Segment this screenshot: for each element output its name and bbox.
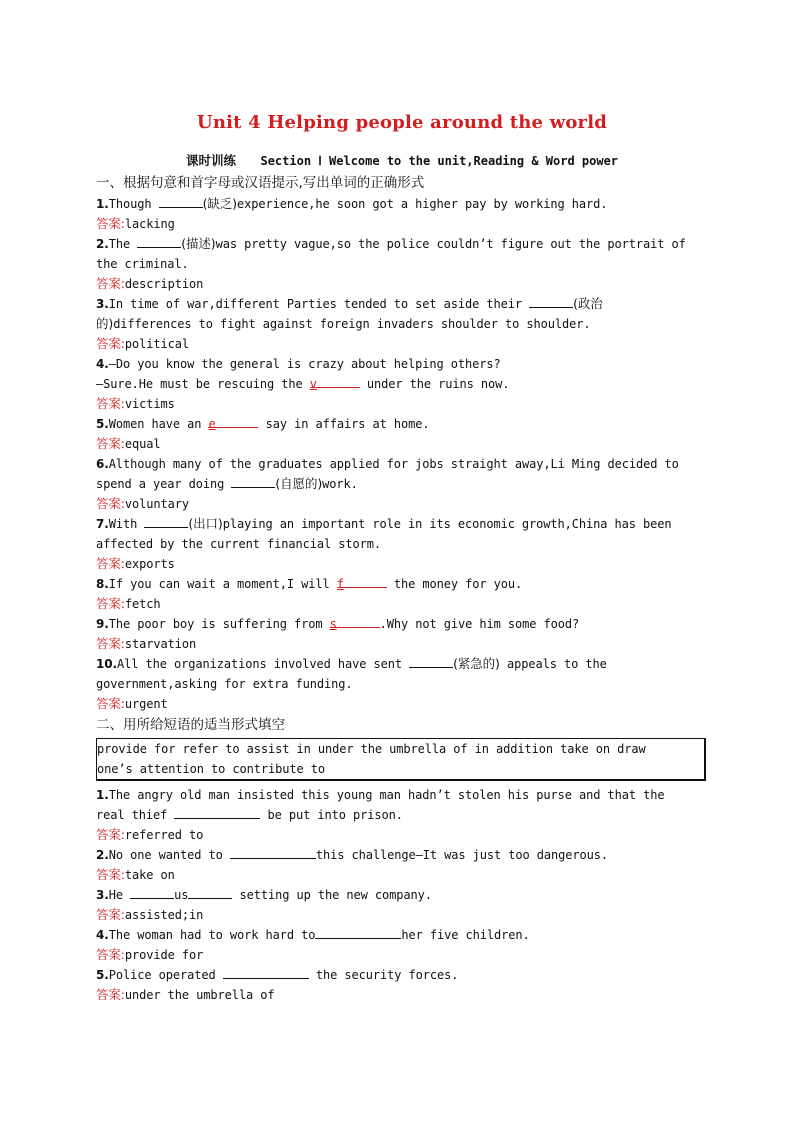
question: 8.If you can wait a moment,I will f the money for you. bbox=[96, 574, 708, 594]
question: 1.The angry old man insisted this young man hadn’t stolen his purse and that the bbox=[96, 788, 665, 802]
question-continued: affected by the current financial storm. bbox=[96, 537, 381, 551]
answer-line: 答案:description bbox=[96, 276, 204, 291]
phrase-box bbox=[96, 738, 706, 781]
question: 4.—Do you know the general is crazy about helping others? bbox=[96, 357, 501, 371]
phrase-list-line: one’s attention to contribute to bbox=[97, 762, 325, 776]
question-number: 5. bbox=[96, 968, 109, 982]
question: 3.He us setting up the new company. bbox=[96, 885, 708, 905]
subtitle-cn: 课时训练 bbox=[185, 153, 236, 168]
answer-blank[interactable] bbox=[130, 885, 174, 899]
answer-line: 答案:political bbox=[96, 336, 190, 351]
answer-text: assisted;in bbox=[124, 908, 204, 922]
question-number: 8. bbox=[96, 577, 109, 591]
answer-text: under the umbrella of bbox=[124, 988, 275, 1002]
answer-line: 答案:under the umbrella of bbox=[96, 987, 275, 1002]
answer-text: equal bbox=[124, 437, 161, 451]
question: 6.Although many of the graduates applied for jobs straight away,Li Ming decided to bbox=[96, 457, 679, 471]
worksheet-content bbox=[96, 172, 708, 1005]
answer-line: 答案:voluntary bbox=[96, 496, 190, 511]
question-number: 2. bbox=[96, 237, 109, 251]
question-number: 6. bbox=[96, 457, 109, 471]
answer-text: fetch bbox=[124, 597, 161, 611]
answer-blank[interactable] bbox=[188, 885, 232, 899]
answer-line: 答案:exports bbox=[96, 556, 175, 571]
answer-text: voluntary bbox=[124, 497, 190, 511]
question-number: 1. bbox=[96, 788, 109, 802]
question-number: 2. bbox=[96, 848, 109, 862]
answer-text: provide for bbox=[124, 948, 204, 962]
question-continued: 的)differences to fight against foreign invaders shoulder to shoulder. bbox=[96, 316, 591, 331]
answer-blank[interactable] bbox=[223, 965, 309, 979]
answer-line: 答案:fetch bbox=[96, 596, 161, 611]
phrase-list-line: provide for refer to assist in under the umbrella of in addition take on draw bbox=[97, 742, 646, 756]
part1-heading: 一、根据句意和首字母或汉语提示,写出单词的正确形式 bbox=[96, 175, 425, 191]
answer-blank[interactable] bbox=[529, 294, 573, 308]
answer-line: 答案:provide for bbox=[96, 947, 204, 962]
question-continued: spend a year doing (自愿的)work. bbox=[96, 476, 358, 491]
question-continued: real thief be put into prison. bbox=[96, 805, 708, 825]
initial-letter-hint: v bbox=[309, 377, 317, 391]
question-number: 7. bbox=[96, 517, 109, 531]
question-number: 5. bbox=[96, 417, 109, 431]
page-title: Unit 4 Helping people around the world bbox=[196, 112, 608, 133]
question-number: 9. bbox=[96, 617, 109, 631]
question: 2.The (描述)was pretty vague,so the police couldn’t figure out the portrait of bbox=[96, 236, 686, 251]
question: 2.No one wanted to this challenge—It was just too dangerous. bbox=[96, 845, 708, 865]
answer-line: 答案:take on bbox=[96, 867, 175, 882]
initial-letter-hint: f bbox=[336, 577, 344, 591]
subtitle-en: Section Ⅰ Welcome to the unit,Reading & Word power bbox=[260, 154, 619, 168]
answer-blank[interactable] bbox=[409, 654, 453, 668]
question: 7.With (出口)playing an important role in its economic growth,China has been bbox=[96, 516, 672, 531]
answer-blank[interactable] bbox=[144, 514, 188, 528]
question: 10.All the organizations involved have sent (紧急的) appeals to the bbox=[96, 656, 607, 671]
question: 5.Women have an e say in affairs at home. bbox=[96, 414, 708, 434]
answer-text: exports bbox=[124, 557, 175, 571]
answer-blank[interactable] bbox=[230, 845, 316, 859]
question: 5.Police operated the security forces. bbox=[96, 965, 708, 985]
answer-line: 答案:starvation bbox=[96, 636, 197, 651]
question-number: 1. bbox=[96, 197, 109, 211]
answer-text: political bbox=[124, 337, 190, 351]
question: 4.The woman had to work hard to her five children. bbox=[96, 925, 708, 945]
question-number: 4. bbox=[96, 928, 109, 942]
answer-line: 答案:referred to bbox=[96, 827, 204, 842]
question: 1.Though (缺乏)experience,he soon got a higher pay by working hard. bbox=[96, 196, 608, 211]
answer-blank[interactable] bbox=[174, 805, 260, 819]
question-continued: government,asking for extra funding. bbox=[96, 677, 353, 691]
question: 9.The poor boy is suffering from s .Why not give him some food? bbox=[96, 614, 708, 634]
initial-letter-hint: s bbox=[329, 617, 337, 631]
answer-blank[interactable] bbox=[231, 474, 275, 488]
answer-text: referred to bbox=[124, 828, 204, 842]
answer-line: 答案:lacking bbox=[96, 216, 175, 231]
answer-blank[interactable] bbox=[329, 614, 380, 631]
answer-blank[interactable] bbox=[309, 374, 360, 391]
answer-blank[interactable] bbox=[159, 194, 203, 208]
answer-line: 答案:assisted;in bbox=[96, 907, 204, 922]
answer-line: 答案:victims bbox=[96, 396, 175, 411]
question-number: 10. bbox=[96, 657, 117, 671]
answer-blank[interactable] bbox=[315, 925, 401, 939]
answer-text: urgent bbox=[124, 697, 168, 711]
question-continued: the criminal. bbox=[96, 257, 189, 271]
answer-text: take on bbox=[124, 868, 175, 882]
answer-text: victims bbox=[124, 397, 175, 411]
answer-blank[interactable] bbox=[336, 574, 387, 591]
answer-line: 答案:equal bbox=[96, 436, 161, 451]
answer-blank[interactable] bbox=[208, 414, 258, 431]
initial-letter-hint: e bbox=[208, 417, 216, 431]
question-continued: —Sure.He must be rescuing the v under the ruins now. bbox=[96, 374, 708, 394]
question-number: 3. bbox=[96, 888, 109, 902]
question-number: 3. bbox=[96, 297, 109, 311]
answer-text: description bbox=[124, 277, 204, 291]
answer-text: lacking bbox=[124, 217, 175, 231]
answer-text: starvation bbox=[124, 637, 197, 651]
question-number: 4. bbox=[96, 357, 109, 371]
answer-blank[interactable] bbox=[137, 234, 181, 248]
page-subtitle bbox=[96, 151, 708, 169]
answer-line: 答案:urgent bbox=[96, 696, 168, 711]
part2-heading: 二、用所给短语的适当形式填空 bbox=[96, 717, 285, 733]
question: 3.In time of war,different Parties tended to set aside their (政治 bbox=[96, 296, 603, 311]
